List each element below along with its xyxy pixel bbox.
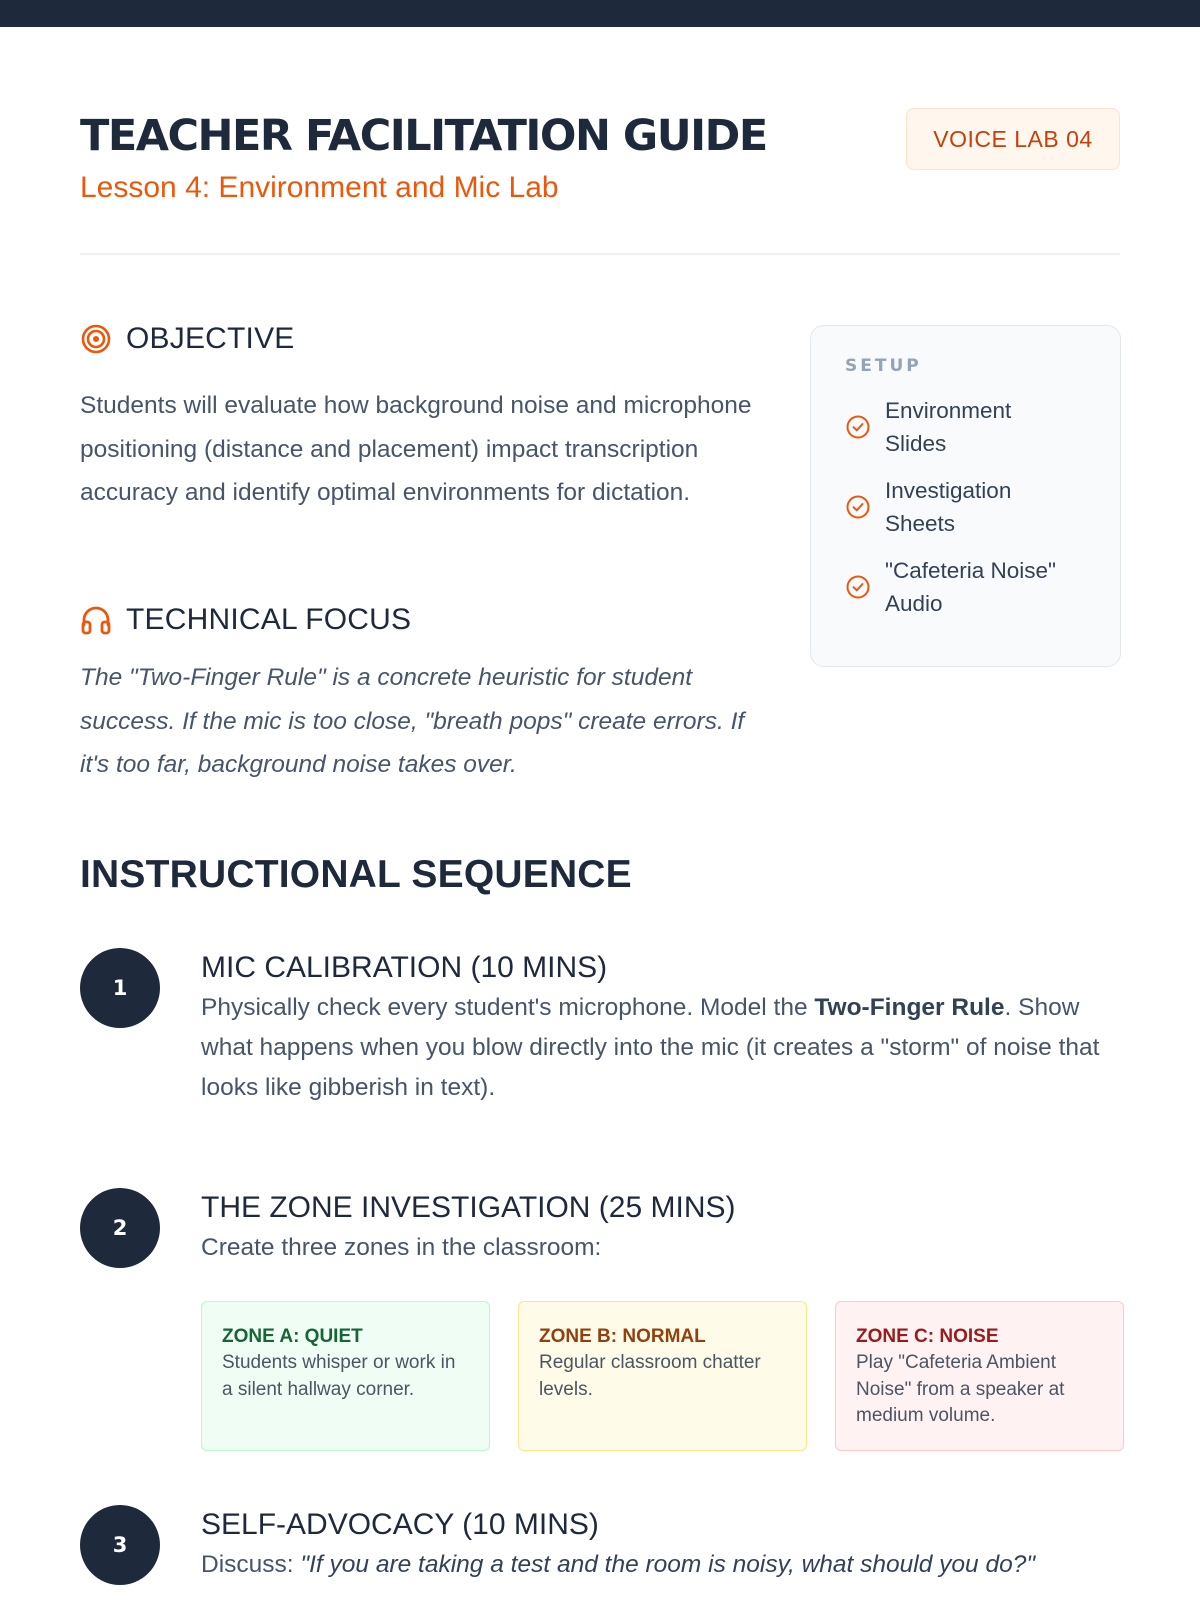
headphones-icon xyxy=(80,604,112,636)
step-text xyxy=(201,988,1121,1108)
step-number: 1 xyxy=(80,948,160,1028)
zone-text: Play "Cafeteria Ambient Noise" from a speaker at medium volume. xyxy=(856,1352,1065,1426)
step-text xyxy=(201,1545,1121,1585)
step-3 xyxy=(80,1505,1120,1600)
step-body xyxy=(201,1505,1121,1585)
step-body xyxy=(201,948,1121,1108)
zone-card-normal xyxy=(518,1301,807,1451)
step-2 xyxy=(80,1188,1120,1448)
step-text-italic: "If you are taking a test and the room is noisy, what should you do?" xyxy=(300,1551,1036,1578)
step-text-part: Discuss: xyxy=(201,1551,301,1578)
setup-item-label: Investigation Sheets xyxy=(885,478,1012,536)
step-1 xyxy=(80,948,1120,1118)
setup-item xyxy=(845,474,1086,540)
check-circle-icon xyxy=(845,574,871,600)
lesson-subtitle: Lesson 4: Environment and Mic Lab xyxy=(80,171,559,204)
setup-title: SETUP xyxy=(845,356,922,376)
objective-text: Students will evaluate how background noise and microphone positioning (distance and placement) impact transcription accuracy and identify optimal environments for dictation. xyxy=(80,392,752,506)
zone-cards xyxy=(201,1301,1124,1451)
objective-heading: OBJECTIVE xyxy=(126,322,295,355)
step-number: 3 xyxy=(80,1505,160,1585)
setup-list xyxy=(845,394,1086,620)
technical-focus-heading-row xyxy=(80,603,411,637)
zone-card-noise xyxy=(835,1301,1124,1451)
setup-card xyxy=(810,325,1121,667)
top-bar xyxy=(0,0,1200,27)
step-text: Create three zones in the classroom: xyxy=(201,1234,602,1261)
header-divider xyxy=(80,253,1120,255)
sequence-title: INSTRUCTIONAL SEQUENCE xyxy=(80,853,632,896)
technical-focus-heading: TECHNICAL FOCUS xyxy=(126,603,412,636)
step-body xyxy=(201,1188,1121,1268)
step-title: THE ZONE INVESTIGATION (25 MINS) xyxy=(201,1191,736,1224)
zone-title: ZONE B: NORMAL xyxy=(539,1326,706,1347)
target-icon xyxy=(80,323,112,355)
check-circle-icon xyxy=(845,414,871,440)
step-text-part: . Show what happens when you blow directly into the mic (it creates a "storm" of noise that looks like gibberish in text). xyxy=(201,994,1100,1101)
objective-heading-row xyxy=(80,322,295,356)
page-title: TEACHER FACILITATION GUIDE xyxy=(80,111,767,161)
setup-item xyxy=(845,554,1086,620)
zone-text: Students whisper or work in a silent hallway corner. xyxy=(222,1352,456,1400)
zone-title: ZONE A: QUIET xyxy=(222,1326,363,1347)
check-circle-icon xyxy=(845,494,871,520)
step-text-part: Physically check every student's microphone. Model the xyxy=(201,994,815,1021)
zone-card-quiet xyxy=(201,1301,490,1451)
setup-item-label: Environment Slides xyxy=(885,398,1012,456)
setup-item-label: "Cafeteria Noise" Audio xyxy=(885,558,1057,616)
step-number: 2 xyxy=(80,1188,160,1268)
step-title: MIC CALIBRATION (10 MINS) xyxy=(201,951,608,984)
lab-badge: VOICE LAB 04 xyxy=(906,108,1120,170)
zone-text: Regular classroom chatter levels. xyxy=(539,1352,761,1400)
page-header xyxy=(80,108,1120,208)
step-title: SELF-ADVOCACY (10 MINS) xyxy=(201,1508,599,1541)
step-text-bold: Two-Finger Rule xyxy=(814,994,1005,1021)
technical-focus-text: The "Two-Finger Rule" is a concrete heuristic for student success. If the mic is too close, "breath pops" create errors. If it's too far, background noise takes over. xyxy=(80,664,745,778)
setup-item xyxy=(845,394,1086,460)
zone-title: ZONE C: NOISE xyxy=(856,1326,999,1347)
